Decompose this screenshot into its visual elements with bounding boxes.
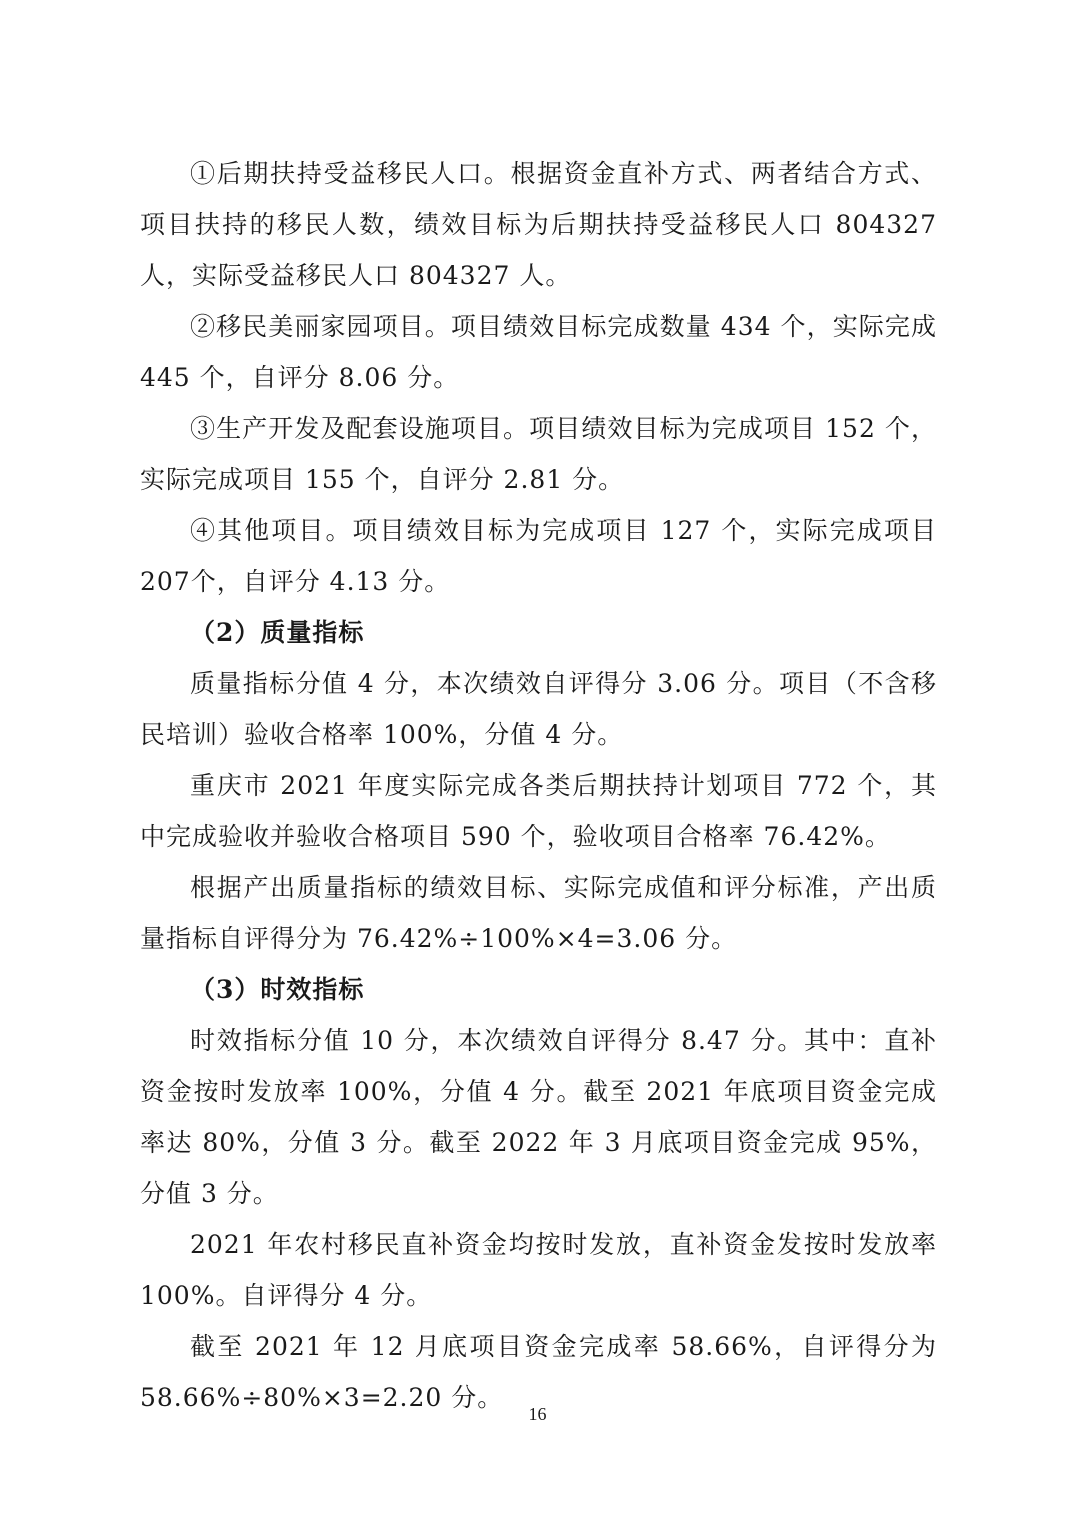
paragraph-other-projects: ④其他项目。项目绩效目标为完成项目 127 个，实际完成项目 207个，自评分 4.13 分。: [140, 516, 937, 596]
document-body: [140, 148, 937, 1423]
page-number: 16: [528, 1404, 547, 1424]
paragraph-timeliness-score: 时效指标分值 10 分，本次绩效自评得分 8.47 分。其中：直补资金按时发放率 100%，分值 4 分。截至 2021 年底项目资金完成率达 80%，分值 3 分。截至 2022 年 3 月底项目资金完成 95%，分值 3 分。: [140, 1026, 937, 1208]
paragraph-quality-score: 质量指标分值 4 分，本次绩效自评得分 3.06 分。项目（不含移民培训）验收合格率 100%，分值 4 分。: [140, 669, 937, 749]
paragraph-quality-calculation: 根据产出质量指标的绩效目标、实际完成值和评分标准，产出质量指标自评得分为 76.42%÷100%×4=3.06 分。: [140, 873, 937, 953]
paragraph-timeliness-fund-completion: 截至 2021 年 12 月底项目资金完成率 58.66%，自评得分为58.66%÷80%×3=2.20 分。: [140, 1332, 937, 1412]
section-heading-timeliness: （3）时效指标: [190, 975, 365, 1004]
paragraph-quality-acceptance: 重庆市 2021 年度实际完成各类后期扶持计划项目 772 个，其中完成验收并验收合格项目 590 个，验收项目合格率 76.42%。: [140, 771, 937, 851]
paragraph-timeliness-direct-subsidy: 2021 年农村移民直补资金均按时发放，直补资金发按时发放率100%。自评得分 4 分。: [140, 1230, 937, 1310]
section-heading-quality: （2）质量指标: [190, 618, 365, 647]
paragraph-beneficiary-population: ①后期扶持受益移民人口。根据资金直补方式、两者结合方式、项目扶持的移民人数，绩效目标为后期扶持受益移民人口 804327 人，实际受益移民人口 804327 人。: [140, 159, 937, 290]
paragraph-production-facilities-project: ③生产开发及配套设施项目。项目绩效目标为完成项目 152 个，实际完成项目 155 个，自评分 2.81 分。: [140, 414, 937, 494]
paragraph-beautiful-homes-project: ②移民美丽家园项目。项目绩效目标完成数量 434 个，实际完成445 个，自评分 8.06 分。: [140, 312, 937, 392]
